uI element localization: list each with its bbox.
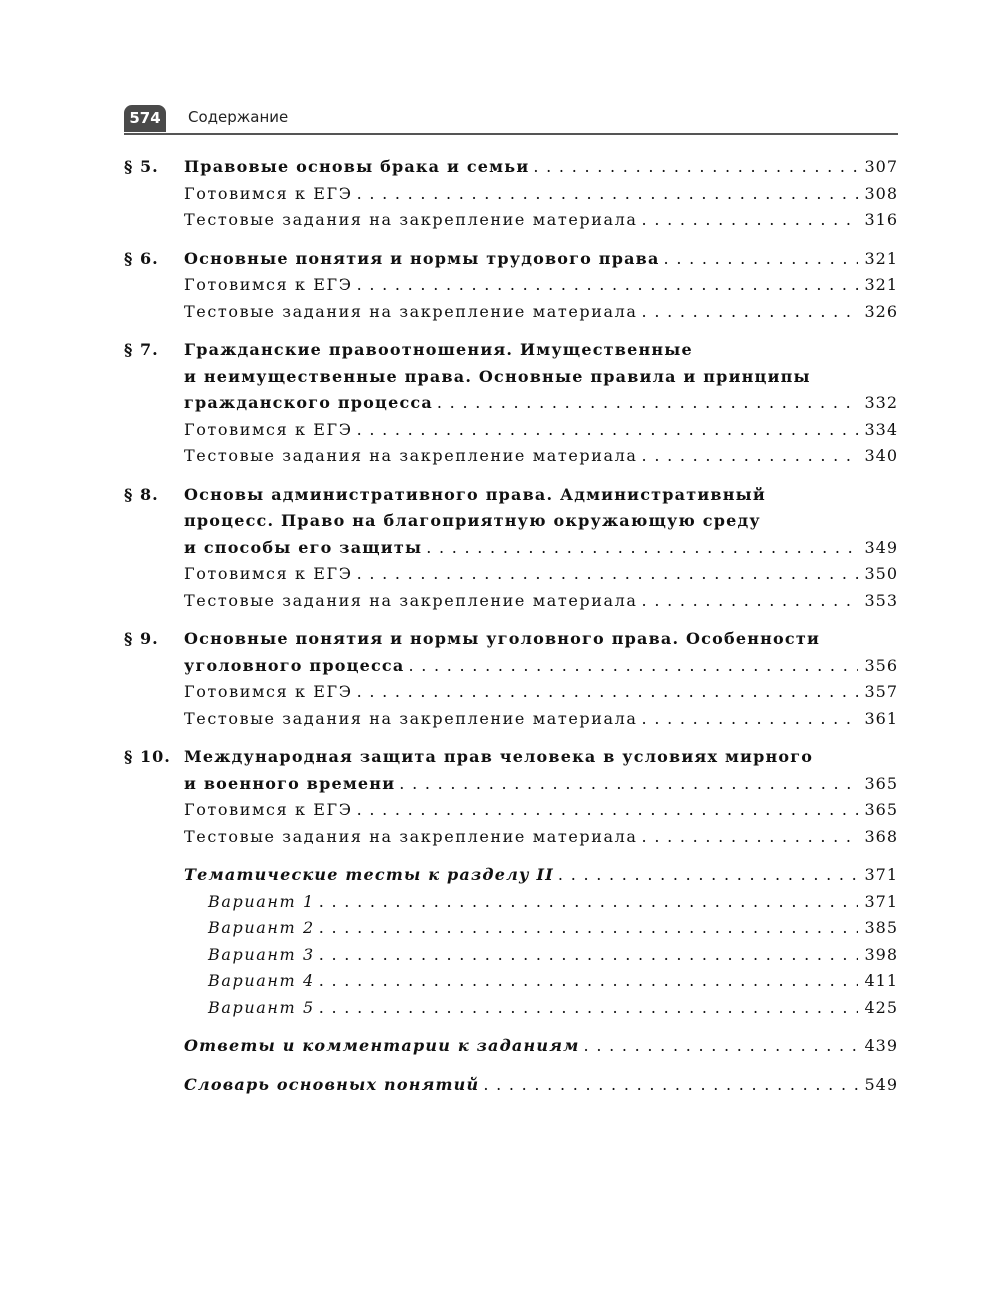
glossary-entry-page: 549	[864, 1074, 898, 1094]
section-title[interactable]	[184, 771, 898, 798]
dot-leader	[399, 771, 858, 798]
dot-leader	[584, 1033, 859, 1060]
section-title[interactable]	[184, 154, 898, 181]
ege-entry[interactable]	[184, 417, 898, 444]
section-number: § 6.	[124, 248, 159, 268]
dot-leader	[642, 207, 859, 234]
glossary-entry-label: Словарь основных понятий	[184, 1074, 480, 1094]
tests-entry[interactable]	[184, 443, 898, 470]
page-number-badge: 574	[124, 105, 166, 132]
section-number: § 7.	[124, 340, 159, 359]
dot-leader	[319, 942, 859, 969]
tests-entry-page: 368	[864, 826, 898, 846]
glossary-entry[interactable]	[184, 1072, 898, 1099]
toc-section	[124, 154, 898, 234]
section-title[interactable]	[184, 626, 898, 653]
dot-leader	[357, 679, 859, 706]
section-number: § 5.	[124, 157, 159, 176]
dot-leader	[319, 889, 859, 916]
dot-leader	[642, 299, 859, 326]
tests-entry-label: Тестовые задания на закрепление материала	[184, 590, 638, 610]
ege-entry-page: 321	[864, 275, 898, 294]
variant-entry-page: 371	[864, 891, 898, 911]
ege-entry[interactable]	[184, 679, 898, 706]
toc-section	[124, 482, 898, 615]
ege-entry-page: 334	[864, 419, 898, 439]
ege-entry-label: Готовимся к ЕГЭ	[184, 800, 353, 819]
toc-section	[124, 626, 898, 732]
ege-entry[interactable]	[184, 561, 898, 588]
ege-entry-label: Готовимся к ЕГЭ	[184, 419, 353, 439]
thematic-tests-title-page: 371	[864, 865, 898, 884]
section-title-label: Основы административного права. Административный	[184, 484, 766, 504]
dot-leader	[319, 995, 859, 1022]
section-title[interactable]	[184, 246, 898, 273]
variant-entry-label: Вариант 2	[208, 918, 315, 937]
tests-entry-page: 361	[864, 708, 898, 728]
dot-leader	[357, 417, 859, 444]
ege-entry-label: Готовимся к ЕГЭ	[184, 275, 353, 294]
section-title-page: 332	[864, 393, 898, 412]
dot-leader	[664, 246, 859, 273]
tests-entry[interactable]	[184, 706, 898, 733]
section-title-label: и военного времени	[184, 773, 396, 793]
section-title-label: гражданского процесса	[184, 393, 433, 412]
section-title-label: Правовые основы брака и семьи	[184, 157, 530, 176]
section-title-label: процесс. Право на благоприятную окружающую среду	[184, 511, 761, 530]
dot-leader	[357, 181, 859, 208]
dot-leader	[642, 443, 859, 470]
dot-leader	[437, 390, 859, 417]
tests-entry[interactable]	[184, 824, 898, 851]
ege-entry[interactable]	[184, 181, 898, 208]
variant-entry-page: 385	[864, 918, 898, 937]
dot-leader	[642, 706, 859, 733]
ege-entry-page: 365	[864, 800, 898, 819]
tests-entry[interactable]	[184, 207, 898, 234]
running-header	[124, 105, 898, 135]
tests-entry-label: Тестовые задания на закрепление материала	[184, 301, 638, 321]
tests-entry-label: Тестовые задания на закрепление материала	[184, 708, 638, 728]
section-title[interactable]	[184, 482, 898, 509]
variant-entry-label: Вариант 5	[208, 997, 315, 1017]
variant-entry[interactable]	[208, 915, 898, 942]
dot-leader	[357, 272, 859, 299]
dot-leader	[319, 915, 859, 942]
tests-entry-label: Тестовые задания на закрепление материала	[184, 446, 638, 465]
dot-leader	[357, 561, 859, 588]
toc-section	[124, 744, 898, 850]
table-of-contents	[124, 154, 898, 1110]
variant-entry[interactable]	[208, 995, 898, 1022]
dot-leader	[558, 862, 859, 889]
section-title[interactable]	[184, 653, 898, 680]
section-title-page: 307	[864, 157, 898, 176]
variant-entry-page: 398	[864, 944, 898, 964]
variant-entry-label: Вариант 1	[208, 891, 315, 911]
section-title-label: Международная защита прав человека в условиях мирного	[184, 747, 814, 766]
ege-entry-label: Готовимся к ЕГЭ	[184, 682, 353, 701]
section-title-page: 349	[864, 537, 898, 557]
ege-entry-page: 350	[864, 564, 898, 583]
tests-entry-label: Тестовые задания на закрепление материала	[184, 210, 638, 229]
dot-leader	[357, 797, 859, 824]
ege-entry[interactable]	[184, 272, 898, 299]
section-title-label: Гражданские правоотношения. Имущественные	[184, 340, 693, 359]
variant-entry[interactable]	[208, 968, 898, 995]
section-title-label: уголовного процесса	[184, 655, 405, 675]
section-number: § 9.	[124, 629, 159, 648]
section-title[interactable]	[184, 744, 898, 771]
dot-leader	[642, 588, 859, 615]
section-title-page: 321	[864, 248, 898, 268]
tests-entry-page: 316	[864, 210, 898, 229]
dot-leader	[408, 653, 858, 680]
dot-leader	[426, 535, 858, 562]
ege-entry-label: Готовимся к ЕГЭ	[184, 183, 353, 203]
section-title-label: и неимущественные права. Основные правила и принципы	[184, 366, 811, 386]
dot-leader	[319, 968, 859, 995]
variant-entry-page: 425	[864, 997, 898, 1017]
answers-entry[interactable]	[184, 1033, 898, 1060]
dot-leader	[483, 1072, 858, 1099]
section-title[interactable]	[184, 364, 898, 391]
variant-entry-label: Вариант 3	[208, 944, 315, 964]
section-title[interactable]	[184, 508, 898, 535]
variant-entry-label: Вариант 4	[208, 971, 315, 990]
running-header-title: Содержание	[188, 108, 289, 126]
ege-entry-label: Готовимся к ЕГЭ	[184, 564, 353, 583]
section-title[interactable]	[184, 337, 898, 364]
section-title[interactable]	[184, 390, 898, 417]
thematic-tests-title-label: Тематические тесты к разделу II	[184, 865, 554, 884]
tests-entry-label: Тестовые задания на закрепление материала	[184, 826, 638, 846]
answers-entry-page: 439	[864, 1036, 898, 1055]
ege-entry-page: 308	[864, 183, 898, 203]
thematic-tests-title[interactable]	[184, 862, 898, 889]
tests-entry[interactable]	[184, 299, 898, 326]
section-title-label: Основные понятия и нормы уголовного права. Особенности	[184, 629, 821, 648]
thematic-tests	[124, 862, 898, 1021]
section-number: § 8.	[124, 484, 159, 504]
variant-entry[interactable]	[208, 942, 898, 969]
tests-entry-page: 340	[864, 446, 898, 465]
ege-entry-page: 357	[864, 682, 898, 701]
section-number: § 10.	[124, 747, 171, 766]
tests-entry-page: 326	[864, 301, 898, 321]
tests-entry[interactable]	[184, 588, 898, 615]
variant-entry-page: 411	[864, 971, 898, 990]
section-title-page: 356	[864, 655, 898, 675]
answers-entry-label: Ответы и комментарии к заданиям	[184, 1036, 580, 1055]
variant-entry[interactable]	[208, 889, 898, 916]
ege-entry[interactable]	[184, 797, 898, 824]
section-title-page: 365	[864, 773, 898, 793]
toc-section	[124, 246, 898, 326]
toc-section	[124, 337, 898, 470]
glossary-block	[124, 1072, 898, 1099]
section-title-label: Основные понятия и нормы трудового права	[184, 248, 660, 268]
answers-block	[124, 1033, 898, 1060]
dot-leader	[533, 154, 858, 181]
dot-leader	[642, 824, 859, 851]
section-title-label: и способы его защиты	[184, 537, 423, 557]
section-title[interactable]	[184, 535, 898, 562]
tests-entry-page: 353	[864, 590, 898, 610]
